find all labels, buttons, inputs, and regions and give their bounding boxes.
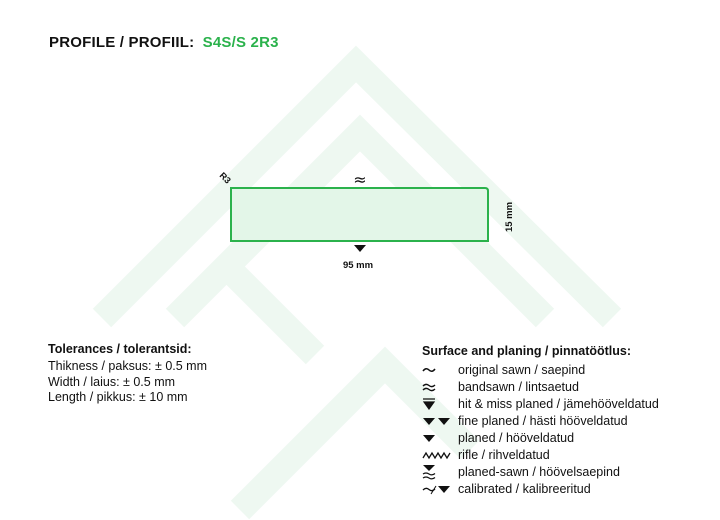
double-tilde-icon <box>422 378 458 395</box>
planed-sawn-icon <box>422 463 458 480</box>
surface-legend <box>422 344 659 497</box>
profile-code: S4S/S 2R3 <box>202 34 279 51</box>
legend-item <box>422 429 659 446</box>
tilde-icon <box>422 361 458 378</box>
zigzag-icon <box>422 446 458 463</box>
legend-item <box>422 412 659 429</box>
legend-label: planed-sawn / höövelsaepind <box>458 464 620 479</box>
double-triangle-icon <box>422 412 458 429</box>
profile-cross-section <box>231 188 488 241</box>
legend-item <box>422 395 659 412</box>
tolerance-width: Width / laius: ± 0.5 mm <box>48 374 176 389</box>
legend-item <box>422 480 659 497</box>
calibrated-icon <box>422 480 458 497</box>
triangle-icon <box>422 429 458 446</box>
legend-item <box>422 378 659 395</box>
legend-label: hit & miss planed / jämehööveldatud <box>458 396 659 411</box>
legend-label: bandsawn / lintsaetud <box>458 379 579 394</box>
tolerance-length: Length / pikkus: ± 10 mm <box>48 390 188 404</box>
tolerance-thickness: Thikness / paksus: ± 0.5 mm <box>48 359 207 373</box>
profile-label: PROFILE / PROFIIL: <box>49 34 195 51</box>
legend-item <box>422 463 659 480</box>
legend-label: fine planed / hästi hööveldatud <box>458 413 628 428</box>
surface-title: Surface and planing / pinnatöötlus: <box>422 344 632 358</box>
width-label: 95 mm <box>342 260 374 271</box>
radius-label: R3 <box>217 170 233 186</box>
legend-label: calibrated / kalibreeritud <box>458 481 591 496</box>
legend-item <box>422 446 659 463</box>
legend-label: planed / hööveldatud <box>458 430 575 445</box>
legend-label: rifle / rihveldatud <box>458 447 550 462</box>
legend-label: original sawn / saepind <box>458 362 586 377</box>
tolerances-section <box>48 342 207 406</box>
hit-miss-triangle-icon <box>422 395 458 412</box>
planed-mark-icon <box>354 245 366 252</box>
legend-item <box>422 361 659 378</box>
surface-symbol-top: ≈ <box>353 170 367 189</box>
tolerances-title: Tolerances / tolerantsid: <box>48 342 192 356</box>
height-label: 15 mm <box>504 201 515 233</box>
